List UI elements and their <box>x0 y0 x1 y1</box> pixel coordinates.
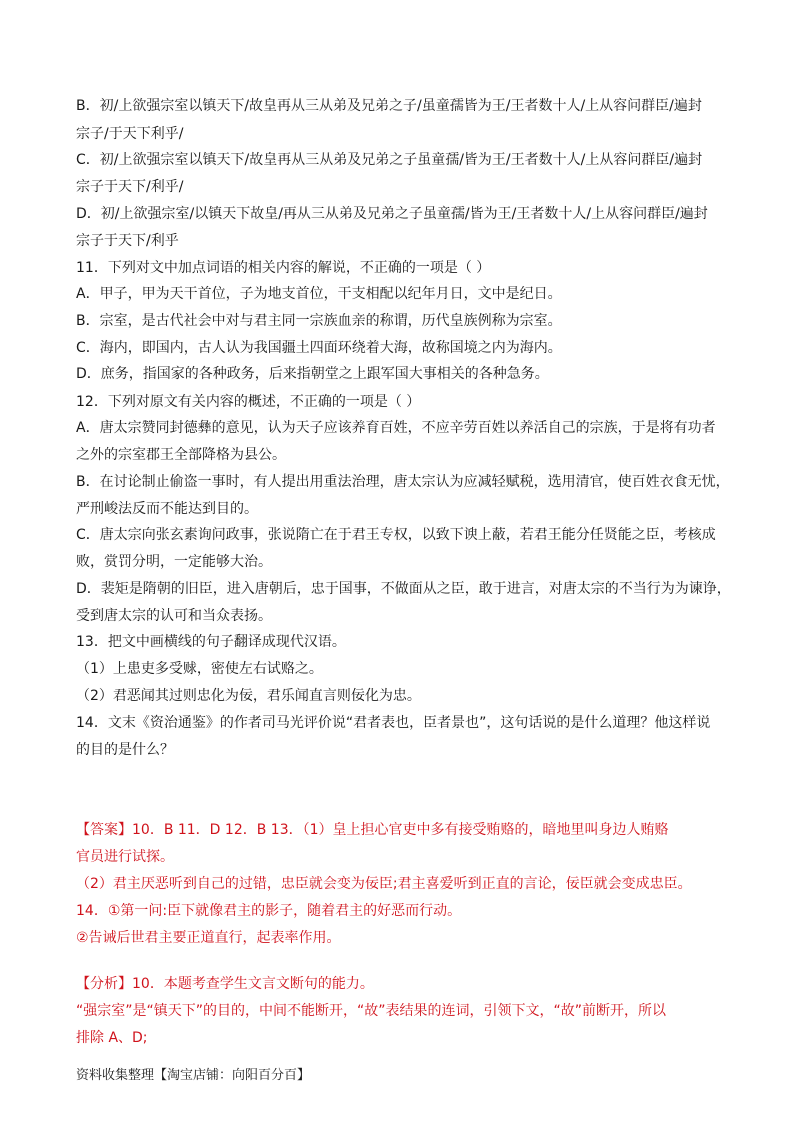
q14-stem-line1: 14．文末《资治通鉴》的作者司马光评价说“君者表也，臣者景也”，这句话说的是什么道理？他这样说 <box>76 715 711 731</box>
analysis-line2: “强宗室”是“镇天下”的目的，中间不能断开，“故”表结果的连词，引领下文，“故”前断开，所以 <box>76 1003 667 1019</box>
q11-option-c: C．海内，即国内，古人认为我国疆土四面环绕着大海，故称国境之内为海内。 <box>76 340 562 356</box>
answer-line1: 【答案】10．B 11．D 12．B 13．（1）皇上担心官吏中多有接受贿赂的，暗地里叫身边人贿赂 <box>76 822 669 838</box>
q10-option-c-line1: C．初/上欲强宗室以镇天下/故皇再从三从弟及兄弟之子虽童孺/皆为王/王者数十人/上从容问群臣/遍封 <box>76 152 703 168</box>
q13-sentence-2: （2）君恶闻其过则忠化为佞，君乐闻直言则佞化为忠。 <box>76 688 421 704</box>
q11-option-d: D．庶务，指国家的各种政务，后来指朝堂之上跟军国大事相关的各种急务。 <box>76 366 549 382</box>
q12-option-d-line2: 受到唐太宗的认可和当众表扬。 <box>76 608 272 624</box>
analysis-line1: 【分析】10．本题考查学生文言文断句的能力。 <box>76 976 374 992</box>
analysis-line3: 排除 A、D; <box>76 1030 148 1046</box>
answer-line5: ②告诫后世君主要正道直行，起表率作用。 <box>76 930 341 946</box>
answer-line4: 14．①第一问:臣下就像君主的影子，随着君主的好恶而行动。 <box>76 903 462 919</box>
q10-option-d-line1: D．初/上欲强宗室/以镇天下故皇/再从三从弟及兄弟之子虽童孺/皆为王/王者数十人/上从容问群臣/遍封 <box>76 206 708 222</box>
q10-option-b-line2: 宗子/于天下利乎/ <box>76 126 184 142</box>
answer-line3: （2）君主厌恶听到自己的过错，忠臣就会变为佞臣;君主喜爱听到正直的言论，佞臣就会变成忠臣。 <box>76 876 692 892</box>
page-footer: 资料收集整理【淘宝店铺：向阳百分百】 <box>76 1068 311 1083</box>
q11-option-b: B．宗室，是古代社会中对与君主同一宗族血亲的称谓，历代皇族例称为宗室。 <box>76 313 562 329</box>
answer-line2: 官员进行试探。 <box>76 849 174 865</box>
q12-option-b-line2: 严刑峻法反而不能达到目的。 <box>76 501 258 517</box>
q10-option-d-line2: 宗子于天下/利乎 <box>76 233 179 249</box>
q12-option-c-line2: 败，赏罚分明，一定能够大治。 <box>76 554 272 570</box>
q11-option-a: A．甲子，甲为天干首位，子为地支首位，干支相配以纪年月日，文中是纪日。 <box>76 286 562 302</box>
q13-sentence-1: （1）上患吏多受赇，密使左右试赂之。 <box>76 661 323 677</box>
q12-option-c-line1: C．唐太宗向张玄素询问政事，张说隋亡在于君王专权，以致下谀上蔽，若君王能分任贤能之臣，考核成 <box>76 527 716 543</box>
q14-stem-line2: 的目的是什么？ <box>76 742 174 758</box>
q12-stem: 12．下列对原文有关内容的概述，不正确的一项是（ ） <box>76 394 421 410</box>
q12-option-b-line1: B．在讨论制止偷盗一事时，有人提出用重法治理，唐太宗认为应减轻赋税，选用清官，使百姓衣食无忧， <box>76 474 730 490</box>
q11-stem: 11．下列对文中加点词语的相关内容的解说，不正确的一项是（ ） <box>76 260 491 276</box>
q10-option-c-line2: 宗子于天下/利乎/ <box>76 179 184 195</box>
q12-option-d-line1: D．裴矩是隋朝的旧臣，进入唐朝后，忠于国事，不做面从之臣，敢于进言，对唐太宗的不当行为为谏诤， <box>76 581 731 597</box>
q12-option-a-line1: A．唐太宗赞同封德彝的意见，认为天子应该养育百姓，不应辛劳百姓以养活自己的宗族，于是将有功者 <box>76 420 716 436</box>
q13-stem: 13．把文中画横线的句子翻译成现代汉语。 <box>76 634 346 650</box>
q10-option-b-line1: B．初/上欲强宗室以镇天下/故皇再从三从弟及兄弟之子/虽童孺皆为王/王者数十人/上从容问群臣/遍封 <box>76 98 702 114</box>
q12-option-a-line2: 之外的宗室郡王全部降格为县公。 <box>76 447 286 463</box>
